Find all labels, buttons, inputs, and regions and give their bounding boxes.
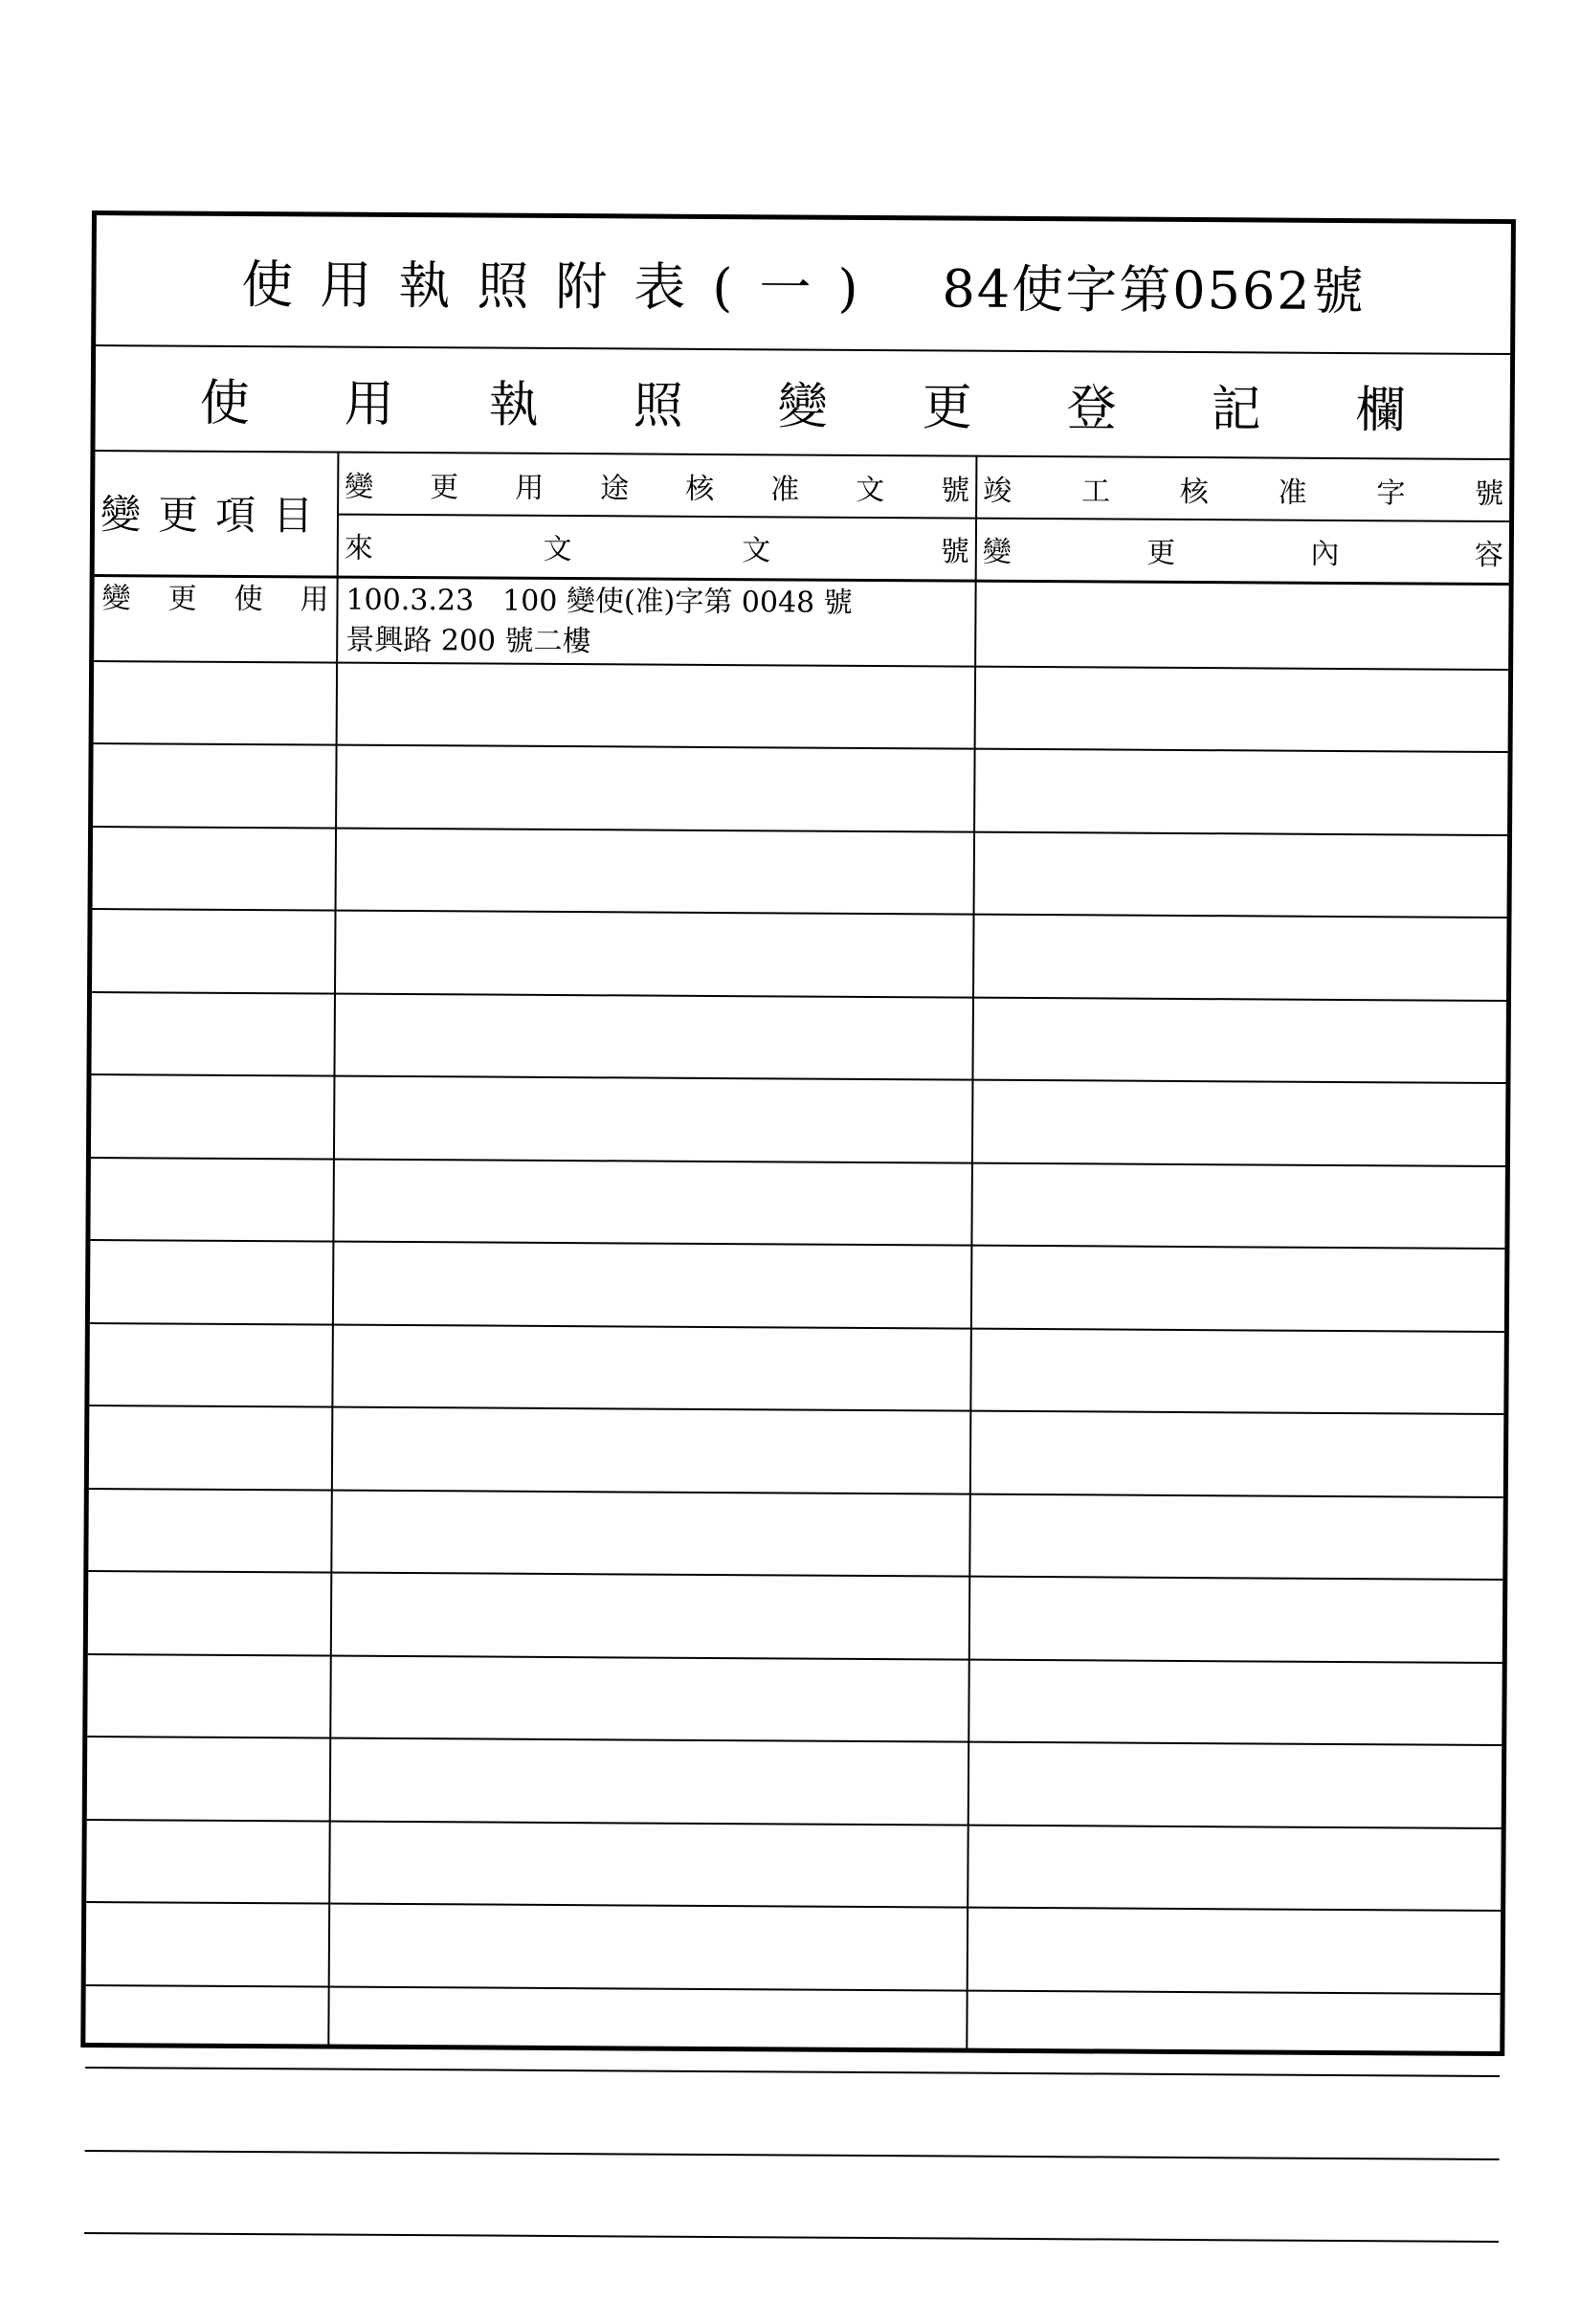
change-item-cell (89, 1322, 332, 1406)
change-item-char: 更 (167, 582, 197, 616)
change-item-cell (92, 908, 335, 992)
document-number-line (341, 1408, 962, 1412)
change-item-cell (90, 1157, 333, 1241)
address-line (338, 1987, 959, 1991)
table-row (93, 826, 1508, 919)
document-number-line (345, 746, 967, 750)
document-number-cell (337, 744, 974, 831)
table-row (93, 742, 1508, 836)
change-item-cell (87, 1736, 330, 1820)
header-change-item (95, 454, 338, 571)
document-number-cell (335, 992, 972, 1079)
document-number-cell (332, 1572, 969, 1659)
address-line: 景興路 200 號二樓 (345, 623, 591, 659)
change-content-cell (968, 1989, 1501, 2075)
document-number-cell (330, 1820, 968, 1907)
subtitle-char: 用 (344, 375, 394, 433)
change-item-char: 變 (101, 582, 131, 616)
document-number-line (341, 1491, 962, 1494)
document-number-cell (331, 1737, 968, 1825)
change-content-cell (968, 1824, 1502, 1910)
header-char: 號 (941, 474, 970, 508)
form-subtitle (95, 344, 1510, 460)
change-item-cell (88, 1570, 331, 1654)
table-row (85, 2067, 1501, 2160)
address-line (340, 1656, 961, 1660)
address-line (337, 2070, 958, 2074)
table-row (92, 908, 1507, 1002)
table-row (89, 1405, 1504, 1498)
address-line (339, 1739, 960, 1743)
license-number: 84使字第0562號 (942, 258, 1366, 322)
document-number-cell (334, 1158, 971, 1245)
address-line (339, 1822, 960, 1826)
table-row (90, 1239, 1505, 1333)
table-body (85, 577, 1508, 2051)
header-char: 內 (1310, 537, 1340, 571)
table-row (94, 577, 1509, 671)
table-row (91, 991, 1506, 1085)
subtitle-char: 更 (922, 378, 972, 437)
document-number-line (343, 1077, 964, 1081)
address-line (336, 2236, 957, 2240)
document-number-cell (333, 1323, 970, 1410)
change-item-cell (90, 1239, 333, 1323)
document-number-line (339, 1822, 960, 1826)
change-content-cell (972, 1245, 1505, 1331)
document-number-line (336, 2236, 957, 2240)
header-char: 工 (1080, 475, 1111, 509)
table-row (88, 1488, 1503, 1582)
document-number-cell (330, 1903, 968, 1990)
form-title (96, 215, 1511, 355)
document-number-cell (334, 1241, 971, 1328)
change-content-cell (969, 1658, 1502, 1744)
document-number-line (337, 2070, 958, 2074)
header-char: 文 (543, 532, 572, 567)
address-line (338, 1905, 959, 1909)
change-item-cell (84, 2149, 327, 2233)
change-item-char: 用 (300, 583, 329, 617)
change-content-cell (976, 583, 1509, 669)
table-row (87, 1736, 1502, 1829)
document-number-line (345, 912, 966, 916)
table-row (85, 1983, 1501, 2077)
address-line (342, 1243, 963, 1247)
header-change-content (977, 520, 1509, 582)
change-item-cell (91, 1073, 334, 1158)
change-content-cell (975, 748, 1508, 834)
document-number-cell (335, 1075, 972, 1162)
change-content-cell (967, 2238, 1500, 2324)
table-row (87, 1653, 1502, 1747)
table-row (89, 1322, 1504, 1416)
change-item-cell (86, 1901, 329, 1985)
subtitle-char: 變 (777, 377, 828, 436)
document-number-line (344, 994, 965, 998)
subtitle-text (200, 362, 1406, 441)
table-row (91, 1073, 1506, 1167)
change-content-cell (975, 830, 1508, 917)
change-item-cell (93, 742, 336, 827)
license-form (80, 210, 1516, 2056)
document-number-line (340, 1656, 961, 1660)
document-number-cell (333, 1406, 970, 1494)
header-char: 來 (344, 531, 373, 565)
change-content-cell (967, 2155, 1500, 2241)
change-item-cell (87, 1653, 330, 1737)
change-item-cell (93, 826, 336, 910)
table-row (84, 2149, 1500, 2243)
document-number-cell (336, 910, 973, 997)
document-number-line (343, 1160, 964, 1163)
title-main: 使用執照附表(一) (241, 254, 885, 320)
header-char: 文 (742, 534, 771, 568)
address-line (345, 663, 967, 667)
header-char: 變 (982, 535, 1012, 569)
change-item-cell (88, 1488, 331, 1572)
header-char: 號 (940, 535, 969, 569)
change-content-cell (970, 1576, 1503, 1662)
subtitle-char: 登 (1066, 379, 1117, 438)
header-char: 用 (515, 471, 545, 505)
table-row (86, 1901, 1502, 1995)
document-number-line (345, 663, 967, 667)
change-content-cell (970, 1493, 1503, 1579)
change-item-cell (91, 991, 334, 1075)
table-row (86, 1818, 1502, 1912)
change-content-cell (971, 1410, 1504, 1496)
document-number-line: 100.3.23 100 變使(准)字第 0048 號 (345, 583, 853, 620)
document-number-line (340, 1574, 961, 1578)
document-number-cell (328, 2151, 966, 2238)
document-number-cell (338, 661, 975, 748)
header-char: 文 (856, 473, 885, 508)
document-number-cell (332, 1489, 969, 1576)
document-number-cell (338, 579, 975, 666)
change-item-cell (84, 2232, 327, 2316)
document-number-cell (337, 827, 974, 914)
change-content-cell (969, 1741, 1502, 1827)
header-char: 核 (685, 472, 715, 506)
address-line (344, 994, 965, 998)
header-char: 准 (770, 473, 800, 507)
header-char: 容 (1474, 538, 1503, 573)
document-number-line (338, 1987, 959, 1991)
table-row (94, 660, 1509, 754)
header-char: 變 (345, 470, 374, 504)
change-content-cell (972, 1162, 1505, 1248)
header-incoming-doc-number (339, 516, 975, 579)
change-content-cell (976, 665, 1509, 751)
change-content-cell (974, 914, 1507, 1000)
subtitle-char: 照 (633, 376, 683, 435)
address-line (343, 1160, 964, 1163)
header-char: 字 (1376, 476, 1406, 511)
header-char: 竣 (983, 474, 1013, 508)
header-label: 變更項目 (100, 491, 331, 540)
change-content-cell (973, 1079, 1506, 1165)
document-number-line (337, 2153, 958, 2157)
table-row (90, 1157, 1505, 1251)
change-content-cell (968, 2072, 1501, 2158)
header-char: 准 (1278, 476, 1307, 510)
address-line (343, 1077, 964, 1081)
address-line (345, 829, 966, 832)
change-content-cell (968, 1907, 1502, 1993)
subtitle-char: 執 (488, 376, 539, 434)
change-item-cell (89, 1405, 332, 1489)
change-content-cell (973, 996, 1506, 1082)
address-line (342, 1325, 963, 1329)
document-number-cell (331, 1654, 968, 1741)
change-item-cell (94, 660, 337, 744)
table-row (84, 2232, 1500, 2324)
change-item-char: 使 (234, 582, 263, 617)
subtitle-char: 使 (199, 374, 250, 432)
document-number-line (338, 1905, 959, 1909)
header-char: 更 (430, 471, 459, 505)
address-line (337, 2153, 958, 2157)
header-approval-doc-number (339, 454, 975, 518)
address-line (341, 1408, 962, 1412)
document-number-cell (329, 2069, 967, 2156)
address-line (345, 746, 967, 750)
subtitle-char: 欄 (1355, 381, 1406, 439)
header-char: 途 (600, 472, 630, 506)
document-number-cell (329, 1985, 967, 2072)
header-completion-approval-number (977, 458, 1509, 520)
document-number-line (342, 1243, 963, 1247)
change-content-cell (971, 1327, 1504, 1413)
change-item-cell (85, 2067, 328, 2151)
document-number-line (345, 829, 966, 832)
address-line (345, 912, 966, 916)
address-line (340, 1574, 961, 1578)
subtitle-char: 記 (1211, 380, 1261, 438)
header-char: 號 (1475, 476, 1504, 512)
document-number-line (342, 1325, 963, 1329)
change-item-cell (85, 1983, 328, 2068)
change-item-cell (94, 577, 337, 661)
header-char: 更 (1146, 536, 1176, 570)
change-item-cell (86, 1818, 329, 1902)
address-line (341, 1491, 962, 1494)
table-row (88, 1570, 1503, 1664)
document-number-cell (328, 2234, 966, 2321)
document-number-line (339, 1739, 960, 1743)
header-char: 核 (1179, 475, 1209, 510)
